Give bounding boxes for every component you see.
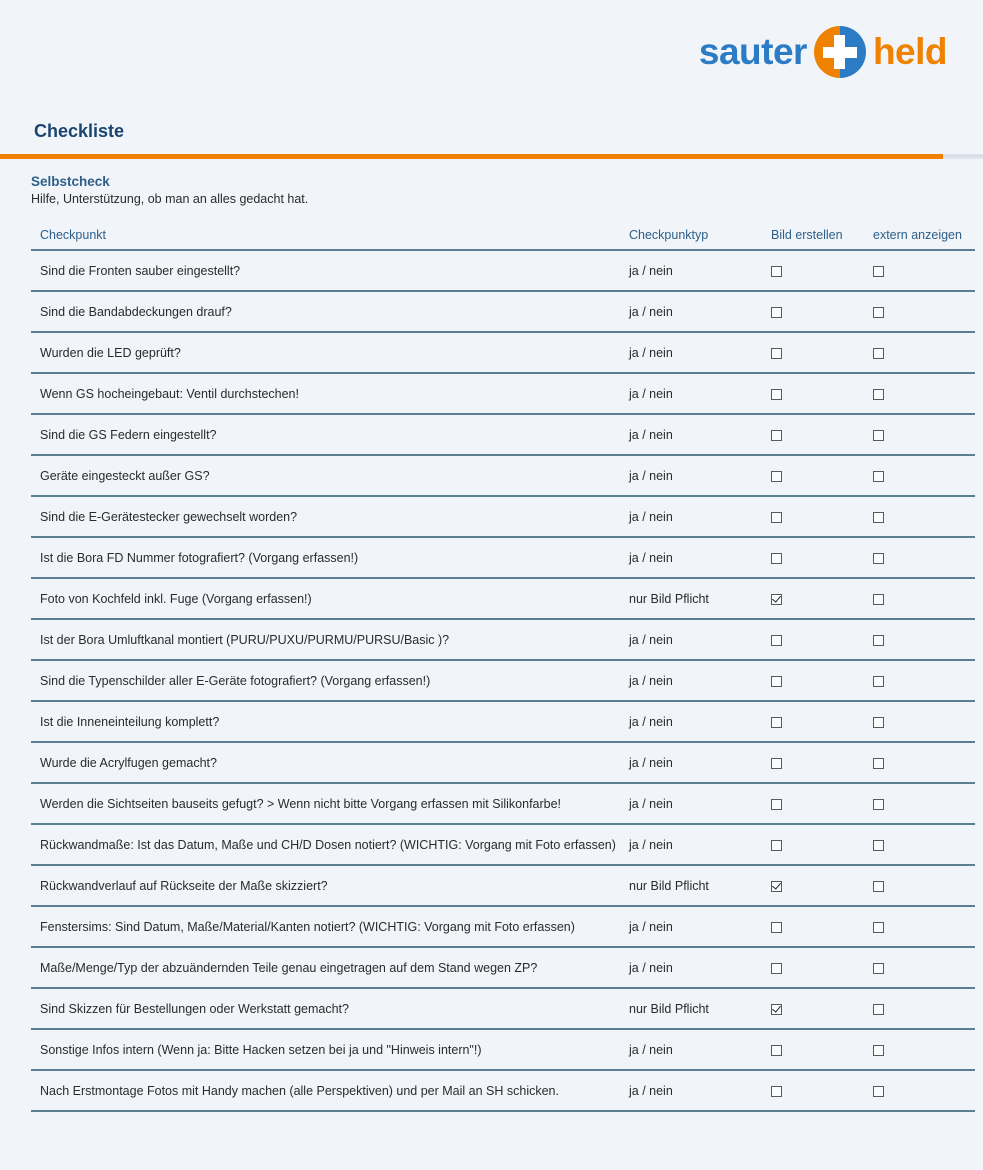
cell-checkpoint-type: ja / nein bbox=[629, 550, 673, 565]
cell-checkpoint-type: ja / nein bbox=[629, 509, 673, 524]
cell-show-external bbox=[873, 1043, 973, 1057]
create-image-checkbox[interactable] bbox=[771, 1004, 782, 1015]
cell-checkpoint: Sind die Typenschilder aller E-Geräte fotografiert? (Vorgang erfassen!) bbox=[40, 673, 431, 688]
column-header-create-image: Bild erstellen bbox=[771, 228, 843, 242]
cell-create-image bbox=[771, 1043, 873, 1057]
show-external-checkbox[interactable] bbox=[873, 553, 884, 564]
show-external-checkbox[interactable] bbox=[873, 389, 884, 400]
cell-create-image bbox=[771, 428, 873, 442]
cell-checkpoint-type: ja / nein bbox=[629, 1083, 673, 1098]
cell-show-external bbox=[873, 346, 973, 360]
cell-show-external bbox=[873, 1002, 973, 1016]
cell-checkpoint: Sind die GS Federn eingestellt? bbox=[40, 427, 217, 442]
create-image-checkbox[interactable] bbox=[771, 471, 782, 482]
cell-create-image bbox=[771, 879, 873, 893]
cell-show-external bbox=[873, 961, 973, 975]
create-image-checkbox[interactable] bbox=[771, 635, 782, 646]
cell-create-image bbox=[771, 510, 873, 524]
table-row bbox=[31, 1030, 975, 1071]
cell-create-image bbox=[771, 1084, 873, 1098]
show-external-checkbox[interactable] bbox=[873, 1086, 884, 1097]
show-external-checkbox[interactable] bbox=[873, 922, 884, 933]
cell-create-image bbox=[771, 592, 873, 606]
cell-checkpoint: Sind die Bandabdeckungen drauf? bbox=[40, 304, 232, 319]
cell-show-external bbox=[873, 428, 973, 442]
table-row bbox=[31, 702, 975, 743]
create-image-checkbox[interactable] bbox=[771, 553, 782, 564]
table-row bbox=[31, 825, 975, 866]
cell-show-external bbox=[873, 838, 973, 852]
cell-create-image bbox=[771, 1002, 873, 1016]
cell-checkpoint-type: ja / nein bbox=[629, 263, 673, 278]
table-row bbox=[31, 989, 975, 1030]
cross-in-circle-logo-icon bbox=[814, 26, 866, 78]
cell-checkpoint: Wenn GS hocheingebaut: Ventil durchstechen! bbox=[40, 386, 299, 401]
cell-show-external bbox=[873, 305, 973, 319]
create-image-checkbox[interactable] bbox=[771, 963, 782, 974]
cell-show-external bbox=[873, 674, 973, 688]
create-image-checkbox[interactable] bbox=[771, 758, 782, 769]
create-image-checkbox[interactable] bbox=[771, 307, 782, 318]
show-external-checkbox[interactable] bbox=[873, 840, 884, 851]
table-row bbox=[31, 1071, 975, 1112]
table-row bbox=[31, 743, 975, 784]
show-external-checkbox[interactable] bbox=[873, 963, 884, 974]
show-external-checkbox[interactable] bbox=[873, 717, 884, 728]
cell-checkpoint-type: nur Bild Pflicht bbox=[629, 878, 709, 893]
table-header-row bbox=[31, 221, 975, 251]
cell-checkpoint-type: ja / nein bbox=[629, 755, 673, 770]
create-image-checkbox[interactable] bbox=[771, 840, 782, 851]
column-header-type: Checkpunktyp bbox=[629, 228, 709, 242]
show-external-checkbox[interactable] bbox=[873, 1045, 884, 1056]
cell-checkpoint: Sind die Fronten sauber eingestellt? bbox=[40, 263, 241, 278]
create-image-checkbox[interactable] bbox=[771, 922, 782, 933]
show-external-checkbox[interactable] bbox=[873, 348, 884, 359]
cell-checkpoint-type: ja / nein bbox=[629, 386, 673, 401]
show-external-checkbox[interactable] bbox=[873, 799, 884, 810]
show-external-checkbox[interactable] bbox=[873, 307, 884, 318]
checklist-table bbox=[31, 221, 975, 1112]
cell-create-image bbox=[771, 633, 873, 647]
show-external-checkbox[interactable] bbox=[873, 594, 884, 605]
cell-create-image bbox=[771, 346, 873, 360]
show-external-checkbox[interactable] bbox=[873, 266, 884, 277]
column-header-checkpoint: Checkpunkt bbox=[40, 228, 107, 242]
cell-show-external bbox=[873, 715, 973, 729]
cell-checkpoint-type: ja / nein bbox=[629, 304, 673, 319]
create-image-checkbox[interactable] bbox=[771, 1086, 782, 1097]
cell-checkpoint: Werden die Sichtseiten bauseits gefugt? > Wenn nicht bitte Vorgang erfassen mit Silikonfarbe! bbox=[40, 796, 562, 811]
create-image-checkbox[interactable] bbox=[771, 881, 782, 892]
cell-create-image bbox=[771, 797, 873, 811]
cell-checkpoint-type: ja / nein bbox=[629, 632, 673, 647]
show-external-checkbox[interactable] bbox=[873, 676, 884, 687]
cell-checkpoint-type: ja / nein bbox=[629, 427, 673, 442]
cell-create-image bbox=[771, 961, 873, 975]
brand-name-left: sauter bbox=[698, 31, 807, 72]
cell-checkpoint-type: ja / nein bbox=[629, 1042, 673, 1057]
table-row bbox=[31, 251, 975, 292]
show-external-checkbox[interactable] bbox=[873, 635, 884, 646]
table-row bbox=[31, 907, 975, 948]
brand-logo bbox=[699, 26, 947, 78]
cell-checkpoint: Foto von Kochfeld inkl. Fuge (Vorgang erfassen!) bbox=[40, 591, 312, 606]
brand-name-right: held bbox=[872, 31, 947, 72]
create-image-checkbox[interactable] bbox=[771, 512, 782, 523]
create-image-checkbox[interactable] bbox=[771, 799, 782, 810]
cell-show-external bbox=[873, 879, 973, 893]
cell-show-external bbox=[873, 551, 973, 565]
show-external-checkbox[interactable] bbox=[873, 881, 884, 892]
show-external-checkbox[interactable] bbox=[873, 512, 884, 523]
table-body bbox=[31, 251, 975, 1112]
create-image-checkbox[interactable] bbox=[771, 389, 782, 400]
create-image-checkbox[interactable] bbox=[771, 348, 782, 359]
table-row bbox=[31, 374, 975, 415]
cell-checkpoint-type: nur Bild Pflicht bbox=[629, 1001, 709, 1016]
cell-checkpoint: Fenstersims: Sind Datum, Maße/Material/Kanten notiert? (WICHTIG: Vorgang mit Foto erfassen) bbox=[40, 919, 575, 934]
cell-create-image bbox=[771, 551, 873, 565]
create-image-checkbox[interactable] bbox=[771, 594, 782, 605]
selbstcheck-section bbox=[0, 159, 983, 1112]
cell-checkpoint: Wurde die Acrylfugen gemacht? bbox=[40, 755, 217, 770]
cell-checkpoint-type: ja / nein bbox=[629, 345, 673, 360]
create-image-checkbox[interactable] bbox=[771, 1045, 782, 1056]
cell-show-external bbox=[873, 920, 973, 934]
cell-checkpoint: Ist die Bora FD Nummer fotografiert? (Vorgang erfassen!) bbox=[40, 550, 359, 565]
cell-create-image bbox=[771, 838, 873, 852]
cell-checkpoint: Nach Erstmontage Fotos mit Handy machen (alle Perspektiven) und per Mail an SH schicken. bbox=[40, 1083, 559, 1098]
cell-checkpoint: Sonstige Infos intern (Wenn ja: Bitte Hacken setzen bei ja und "Hinweis intern"!) bbox=[40, 1042, 482, 1057]
create-image-checkbox[interactable] bbox=[771, 676, 782, 687]
cell-checkpoint: Sind Skizzen für Bestellungen oder Werkstatt gemacht? bbox=[40, 1001, 349, 1016]
section-title: Selbstcheck bbox=[31, 174, 110, 189]
table-row bbox=[31, 579, 975, 620]
cell-show-external bbox=[873, 592, 973, 606]
cell-show-external bbox=[873, 510, 973, 524]
cell-checkpoint-type: ja / nein bbox=[629, 468, 673, 483]
table-row bbox=[31, 538, 975, 579]
cell-checkpoint: Wurden die LED geprüft? bbox=[40, 345, 181, 360]
section-subtitle: Hilfe, Unterstützung, ob man an alles gedacht hat. bbox=[31, 192, 309, 206]
cell-show-external bbox=[873, 469, 973, 483]
cell-create-image bbox=[771, 469, 873, 483]
cell-create-image bbox=[771, 674, 873, 688]
cell-show-external bbox=[873, 633, 973, 647]
page-title-bar bbox=[0, 108, 983, 154]
cell-create-image bbox=[771, 756, 873, 770]
column-header-show-external: extern anzeigen bbox=[873, 228, 962, 242]
show-external-checkbox[interactable] bbox=[873, 758, 884, 769]
page-title: Checkliste bbox=[34, 120, 125, 141]
cell-show-external bbox=[873, 756, 973, 770]
cell-show-external bbox=[873, 264, 973, 278]
table-row bbox=[31, 456, 975, 497]
logo-bar bbox=[0, 0, 983, 108]
cell-checkpoint: Ist die Inneneinteilung komplett? bbox=[40, 714, 220, 729]
cell-checkpoint: Ist der Bora Umluftkanal montiert (PURU/PUXU/PURMU/PURSU/Basic )? bbox=[40, 632, 450, 647]
cell-checkpoint: Sind die E-Gerätestecker gewechselt worden? bbox=[40, 509, 298, 524]
cell-show-external bbox=[873, 1084, 973, 1098]
table-row bbox=[31, 333, 975, 374]
show-external-checkbox[interactable] bbox=[873, 471, 884, 482]
cell-checkpoint: Rückwandmaße: Ist das Datum, Maße und CH/D Dosen notiert? (WICHTIG: Vorgang mit Foto erfassen) bbox=[40, 837, 616, 852]
table-row bbox=[31, 866, 975, 907]
table-row bbox=[31, 784, 975, 825]
table-row bbox=[31, 661, 975, 702]
cell-show-external bbox=[873, 797, 973, 811]
create-image-checkbox[interactable] bbox=[771, 430, 782, 441]
cell-checkpoint-type: ja / nein bbox=[629, 714, 673, 729]
cell-create-image bbox=[771, 715, 873, 729]
cell-checkpoint: Maße/Menge/Typ der abzuändernden Teile genau eingetragen auf dem Stand wegen ZP? bbox=[40, 960, 538, 975]
cell-checkpoint-type: ja / nein bbox=[629, 837, 673, 852]
cell-show-external bbox=[873, 387, 973, 401]
table-row bbox=[31, 948, 975, 989]
cell-checkpoint-type: ja / nein bbox=[629, 919, 673, 934]
table-row bbox=[31, 415, 975, 456]
table-row bbox=[31, 497, 975, 538]
table-row bbox=[31, 292, 975, 333]
cell-checkpoint: Geräte eingesteckt außer GS? bbox=[40, 468, 210, 483]
table-row bbox=[31, 620, 975, 661]
cell-create-image bbox=[771, 920, 873, 934]
cell-create-image bbox=[771, 305, 873, 319]
show-external-checkbox[interactable] bbox=[873, 430, 884, 441]
cell-create-image bbox=[771, 387, 873, 401]
cell-create-image bbox=[771, 264, 873, 278]
accent-rule bbox=[0, 154, 983, 159]
cell-checkpoint-type: ja / nein bbox=[629, 796, 673, 811]
cell-checkpoint-type: ja / nein bbox=[629, 673, 673, 688]
show-external-checkbox[interactable] bbox=[873, 1004, 884, 1015]
cell-checkpoint: Rückwandverlauf auf Rückseite der Maße skizziert? bbox=[40, 878, 328, 893]
create-image-checkbox[interactable] bbox=[771, 717, 782, 728]
create-image-checkbox[interactable] bbox=[771, 266, 782, 277]
cell-checkpoint-type: ja / nein bbox=[629, 960, 673, 975]
cell-checkpoint-type: nur Bild Pflicht bbox=[629, 591, 709, 606]
